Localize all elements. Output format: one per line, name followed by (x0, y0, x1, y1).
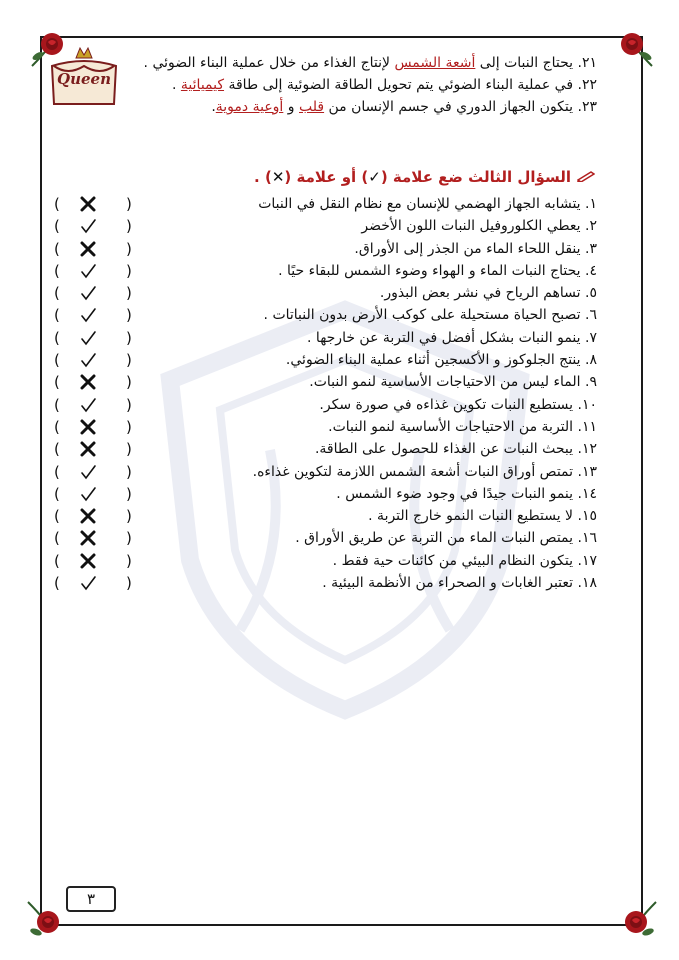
cross-symbol: ✕ (271, 168, 285, 186)
close-paren: ) (126, 574, 132, 593)
check-icon (78, 574, 98, 592)
cross-icon (78, 507, 98, 525)
item-text: يمتص النبات الماء من التربة عن طريق الأوراق . (295, 530, 574, 547)
true-false-list (177, 193, 597, 594)
open-paren: ( (54, 306, 60, 325)
list-item (177, 550, 597, 572)
check-icon (78, 485, 98, 503)
close-paren: ) (126, 261, 132, 280)
answer-text: أوعية دموية (215, 99, 284, 115)
open-paren: ( (54, 529, 60, 548)
item-text: الماء ليس من الاحتياجات الأساسية لنمو النبات. (309, 374, 581, 391)
answer-mark (52, 438, 142, 460)
sentence-text: . (172, 77, 181, 93)
item-number: ٢. (585, 218, 597, 235)
sentence-text: في عملية البناء الضوئي يتم تحويل الطاقة الضوئية إلى طاقة (224, 77, 574, 93)
list-item (177, 438, 597, 460)
close-paren: ) (126, 306, 132, 325)
list-item (177, 572, 597, 594)
list-item (177, 505, 597, 527)
section-title (254, 168, 595, 186)
open-paren: ( (54, 574, 60, 593)
open-paren: ( (54, 261, 60, 280)
sentence-text: و (283, 99, 299, 115)
item-text: ينمو النبات جيدًا في وجود ضوء الشمس . (336, 485, 574, 502)
close-paren: ) (126, 195, 132, 213)
item-number: ١٧. (577, 552, 597, 569)
item-number: ١٨. (577, 575, 597, 592)
answer-mark (52, 215, 142, 237)
answer-mark (52, 416, 142, 438)
sentence-text: لإنتاج الغذاء من خلال عملية البناء الضوئي . (143, 55, 395, 71)
open-paren: ( (54, 195, 60, 213)
page-number: ٣ (86, 890, 96, 908)
item-text: يحتاج النبات الماء و الهواء وضوء الشمس للبقاء حيًا . (278, 262, 581, 279)
list-item (177, 282, 597, 304)
answer-mark (52, 371, 142, 393)
list-item (177, 304, 597, 326)
answer-text: كيميائية (180, 77, 225, 93)
close-paren: ) (126, 217, 132, 236)
item-text: يعطي الكلوروفيل النبات اللون الأخضر (361, 218, 581, 235)
answer-mark (52, 550, 142, 572)
close-paren: ) (126, 239, 132, 258)
close-paren: ) (126, 529, 132, 548)
item-text: التربة من الاحتياجات الأساسية لنمو النبات. (328, 418, 574, 435)
answer-mark (52, 505, 142, 527)
item-number: ٦. (585, 307, 597, 324)
cross-icon (78, 440, 98, 458)
fill-in-line (57, 96, 597, 118)
close-paren: ) (126, 328, 132, 347)
fill-in-section (57, 52, 597, 118)
item-number: ١٣. (577, 463, 597, 480)
open-paren: ( (54, 351, 60, 370)
section-title-text: السؤال الثالث ضع علامة ( (380, 168, 571, 186)
sentence-text: يتكون الجهاز الدوري في جسم الإنسان من (324, 99, 574, 115)
list-item (177, 238, 597, 260)
list-item (177, 327, 597, 349)
item-number: ١. (585, 196, 597, 212)
answer-mark (52, 304, 142, 326)
item-number: ١١. (577, 418, 597, 435)
close-paren: ) (126, 440, 132, 459)
cross-icon (78, 552, 98, 570)
open-paren: ( (54, 417, 60, 436)
item-number: ٨. (585, 352, 597, 369)
list-item (177, 215, 597, 237)
page-number-box (66, 886, 116, 912)
answer-text: أشعة الشمس (394, 55, 476, 71)
item-text: يتكون النظام البيئي من كائنات حية فقط . (332, 552, 574, 569)
close-paren: ) (126, 284, 132, 303)
item-number: ١٢. (577, 441, 597, 458)
item-text: تمتص أوراق النبات أشعة الشمس اللازمة لتكوين غذاءه. (252, 463, 574, 480)
item-text: يبحث النبات عن الغذاء للحصول على الطاقة. (314, 441, 574, 458)
item-number: ١٦. (577, 530, 597, 547)
item-number: ٢١. (577, 55, 597, 71)
list-item (177, 416, 597, 438)
item-number: ٣. (585, 240, 597, 257)
check-icon (78, 284, 98, 302)
list-item (177, 527, 597, 549)
sentence-text: يحتاج النبات إلى (475, 55, 574, 71)
item-text: تعتبر الغابات و الصحراء من الأنظمة البيئية . (322, 575, 574, 592)
rose-icon (616, 898, 660, 942)
item-text: تصبح الحياة مستحيلة على كوكب الأرض بدون النباتات . (263, 307, 581, 324)
open-paren: ( (54, 440, 60, 459)
cross-icon (78, 418, 98, 436)
close-paren: ) (126, 373, 132, 392)
close-paren: ) (126, 484, 132, 503)
answer-mark (52, 461, 142, 483)
item-text: لا يستطيع النبات النمو خارج التربة . (368, 508, 574, 525)
open-paren: ( (54, 507, 60, 526)
item-text: تساهم الرياح في نشر بعض البذور. (379, 285, 581, 302)
item-number: ٥. (585, 285, 597, 302)
close-paren: ) (126, 551, 132, 570)
answer-text: قلب (299, 99, 325, 115)
check-icon (78, 217, 98, 235)
close-paren: ) (126, 507, 132, 526)
item-text: يستطيع النبات تكوين غذاءه في صورة سكر. (319, 396, 574, 413)
answer-mark (52, 282, 142, 304)
section-title-text: ) أو علامة ( (284, 168, 369, 186)
answer-mark (52, 572, 142, 594)
item-number: ٧. (585, 329, 597, 346)
logo-text: Queen (57, 70, 111, 88)
item-text: ينتج الجلوكوز و الأكسجين أثناء عملية البناء الضوئي. (285, 352, 581, 369)
list-item (177, 193, 597, 215)
answer-marks-column (52, 193, 142, 594)
cross-icon (78, 529, 98, 547)
item-number: ٢٣. (577, 99, 597, 115)
list-item (177, 483, 597, 505)
close-paren: ) (126, 395, 132, 414)
open-paren: ( (54, 217, 60, 236)
section-title-text: ) . (254, 168, 272, 186)
rose-icon (612, 26, 656, 70)
cross-icon (78, 240, 98, 258)
answer-mark (52, 327, 142, 349)
open-paren: ( (54, 551, 60, 570)
cross-icon (78, 373, 98, 391)
open-paren: ( (54, 239, 60, 258)
item-text: ينمو النبات بشكل أفضل في التربة عن خارجها . (307, 329, 581, 346)
answer-mark (52, 394, 142, 416)
item-number: ١٠. (577, 396, 597, 413)
answer-mark (52, 483, 142, 505)
list-item (177, 394, 597, 416)
item-text: ينقل اللحاء الماء من الجذر إلى الأوراق. (354, 240, 581, 257)
check-icon (78, 396, 98, 414)
item-number: ١٤. (577, 485, 597, 502)
close-paren: ) (126, 462, 132, 481)
check-icon (78, 351, 98, 369)
list-item (177, 371, 597, 393)
check-icon (78, 329, 98, 347)
pencil-icon (577, 170, 595, 182)
item-number: ٤. (585, 262, 597, 279)
item-number: ١٥. (577, 508, 597, 525)
item-number: ٢٢. (577, 77, 597, 93)
item-text: يتشابه الجهاز الهضمي للإنسان مع نظام النقل في النبات (258, 196, 581, 212)
list-item (177, 461, 597, 483)
rose-icon (24, 898, 68, 942)
open-paren: ( (54, 395, 60, 414)
answer-mark (52, 238, 142, 260)
item-number: ٩. (585, 374, 597, 391)
cross-icon (78, 195, 98, 213)
check-symbol: ✓ (368, 168, 381, 186)
answer-mark (52, 527, 142, 549)
answer-mark (52, 260, 142, 282)
list-item (177, 260, 597, 282)
check-icon (78, 306, 98, 324)
open-paren: ( (54, 484, 60, 503)
open-paren: ( (54, 284, 60, 303)
answer-mark (52, 349, 142, 371)
close-paren: ) (126, 351, 132, 370)
open-paren: ( (54, 462, 60, 481)
check-icon (78, 463, 98, 481)
check-icon (78, 262, 98, 280)
fill-in-line (57, 74, 597, 96)
open-paren: ( (54, 373, 60, 392)
close-paren: ) (126, 417, 132, 436)
answer-mark (52, 193, 142, 215)
list-item (177, 349, 597, 371)
open-paren: ( (54, 328, 60, 347)
sentence-text: . (211, 99, 216, 115)
fill-in-line (57, 52, 597, 74)
